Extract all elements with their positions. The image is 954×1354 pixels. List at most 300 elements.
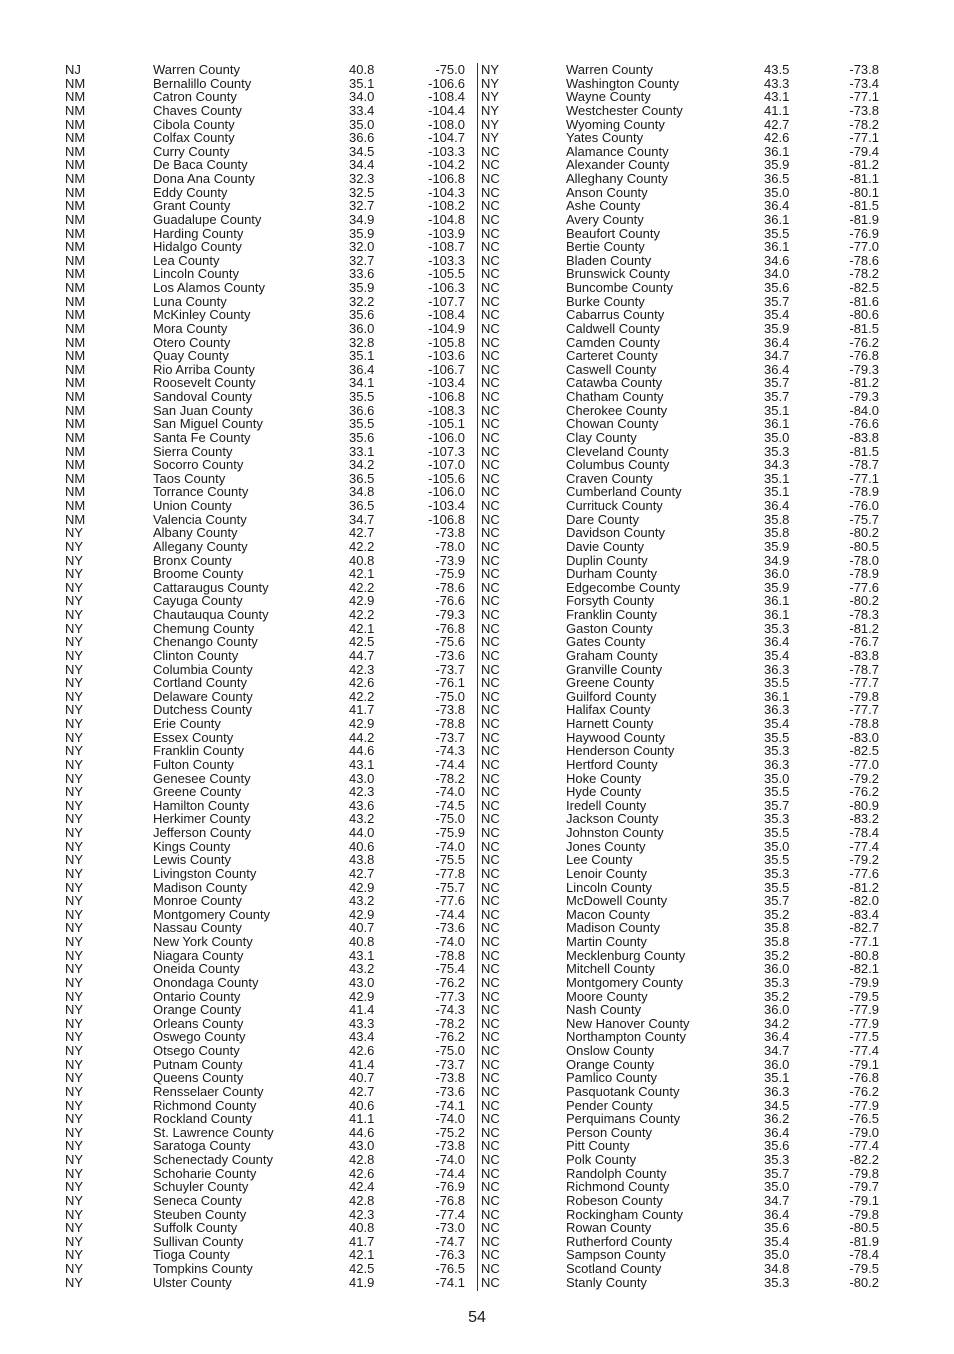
latitude-cell: 35.4 — [764, 647, 790, 663]
latitude-cell: 35.4 — [764, 307, 790, 323]
county-cell: Montgomery County — [566, 974, 684, 990]
state-cell: NY — [65, 934, 84, 949]
table-row — [65, 445, 475, 459]
longitude-cell: -77.6 — [435, 893, 465, 909]
state-cell: NC — [481, 389, 500, 404]
county-cell: Polk County — [566, 1152, 637, 1167]
county-cell: Person County — [566, 1124, 652, 1140]
state-cell: NC — [481, 825, 500, 840]
state-cell: NM — [65, 102, 86, 118]
longitude-cell: -104.9 — [428, 320, 465, 336]
longitude-cell: -83.0 — [849, 729, 879, 745]
latitude-cell: 35.1 — [764, 484, 790, 500]
longitude-cell: -78.9 — [849, 484, 879, 500]
longitude-cell: -105.5 — [428, 266, 465, 282]
county-cell: Carteret County — [566, 348, 658, 364]
table-row — [478, 581, 888, 595]
latitude-cell: 43.2 — [349, 811, 375, 827]
county-cell: Bertie County — [566, 239, 645, 255]
latitude-cell: 42.2 — [349, 688, 375, 704]
longitude-cell: -79.4 — [849, 143, 879, 159]
table-row — [478, 799, 888, 813]
latitude-cell: 40.8 — [349, 1220, 375, 1236]
county-cell: Hoke County — [566, 770, 642, 786]
latitude-cell: 35.5 — [764, 879, 790, 895]
state-cell: NC — [481, 1220, 500, 1236]
longitude-cell: -77.3 — [435, 988, 465, 1004]
latitude-cell: 43.4 — [349, 1029, 375, 1045]
latitude-cell: 35.5 — [764, 225, 790, 241]
county-cell: Greene County — [153, 784, 242, 800]
longitude-cell: -75.0 — [435, 1043, 465, 1058]
latitude-cell: 35.3 — [764, 443, 790, 459]
table-row — [65, 404, 475, 418]
county-cell: Pamlico County — [566, 1070, 658, 1086]
longitude-cell: -81.5 — [849, 443, 879, 459]
state-cell: NM — [65, 280, 86, 295]
table-row — [478, 1276, 888, 1290]
right-column — [477, 63, 888, 1291]
longitude-cell: -76.9 — [849, 225, 879, 241]
longitude-cell: -108.7 — [428, 239, 465, 255]
state-cell: NY — [481, 130, 500, 146]
longitude-cell: -81.2 — [849, 157, 879, 173]
county-cell: Mecklenburg County — [566, 947, 686, 963]
state-cell: NY — [481, 75, 500, 91]
table-row — [65, 554, 475, 568]
latitude-cell: 35.5 — [764, 784, 790, 800]
county-cell: Orleans County — [153, 1015, 244, 1031]
longitude-cell: -74.4 — [435, 756, 465, 772]
latitude-cell: 42.5 — [349, 634, 375, 650]
county-cell: Rensselaer County — [153, 1083, 264, 1099]
latitude-cell: 34.5 — [349, 143, 375, 159]
table-row — [65, 1112, 475, 1126]
longitude-cell: -79.0 — [849, 1124, 879, 1140]
county-cell: Onondaga County — [153, 974, 259, 990]
state-cell: NC — [481, 593, 500, 609]
county-cell: Otero County — [153, 334, 231, 350]
county-cell: Macon County — [566, 906, 650, 922]
latitude-cell: 36.0 — [764, 1002, 790, 1018]
state-cell: NC — [481, 470, 500, 486]
county-cell: Hamilton County — [153, 797, 250, 813]
longitude-cell: -81.5 — [849, 320, 879, 336]
state-cell: NY — [65, 920, 84, 936]
latitude-cell: 42.9 — [349, 988, 375, 1004]
latitude-cell: 35.1 — [764, 470, 790, 486]
state-cell: NC — [481, 198, 500, 214]
county-cell: Lincoln County — [153, 266, 239, 282]
longitude-cell: -77.4 — [849, 838, 879, 854]
longitude-cell: -74.0 — [435, 838, 465, 854]
county-cell: Nassau County — [153, 920, 242, 936]
county-cell: Bladen County — [566, 252, 652, 268]
state-cell: NY — [65, 552, 84, 568]
longitude-cell: -78.2 — [849, 266, 879, 282]
latitude-cell: 34.0 — [349, 89, 375, 105]
latitude-cell: 41.1 — [349, 1111, 375, 1127]
state-cell: NY — [65, 906, 84, 922]
longitude-cell: -77.0 — [849, 239, 879, 255]
longitude-cell: -77.5 — [849, 1029, 879, 1045]
longitude-cell: -75.0 — [435, 811, 465, 827]
longitude-cell: -73.7 — [435, 661, 465, 677]
state-cell: NC — [481, 484, 500, 500]
state-cell: NY — [65, 566, 84, 582]
county-cell: Madison County — [153, 879, 247, 895]
latitude-cell: 32.2 — [349, 293, 375, 309]
state-cell: NY — [65, 852, 84, 868]
table-row — [478, 404, 888, 418]
latitude-cell: 41.7 — [349, 702, 375, 718]
longitude-cell: -73.6 — [435, 920, 465, 936]
county-cell: Herkimer County — [153, 811, 251, 827]
latitude-cell: 33.6 — [349, 266, 375, 282]
longitude-cell: -75.0 — [435, 62, 465, 77]
longitude-cell: -82.5 — [849, 743, 879, 759]
state-cell: NM — [65, 75, 86, 91]
county-cell: Broome County — [153, 566, 244, 582]
table-row — [478, 172, 888, 186]
longitude-cell: -80.5 — [849, 538, 879, 554]
state-cell: NM — [65, 239, 86, 255]
county-cell: Oswego County — [153, 1029, 246, 1045]
table-row — [478, 472, 888, 486]
latitude-cell: 43.3 — [349, 1015, 375, 1031]
table-row — [478, 499, 888, 513]
county-cell: Dare County — [566, 511, 639, 527]
county-cell: Sampson County — [566, 1247, 666, 1263]
longitude-cell: -104.2 — [428, 157, 465, 173]
county-cell: Dona Ana County — [153, 171, 255, 186]
table-row — [478, 962, 888, 976]
longitude-cell: -76.9 — [435, 1179, 465, 1195]
state-cell: NY — [65, 620, 84, 636]
state-cell: NC — [481, 171, 500, 186]
latitude-cell: 44.2 — [349, 729, 375, 745]
latitude-cell: 40.8 — [349, 62, 375, 77]
table-row — [478, 649, 888, 663]
county-cell: Mora County — [153, 320, 228, 336]
table-row — [65, 1180, 475, 1194]
longitude-cell: -103.4 — [428, 375, 465, 391]
state-cell: NY — [65, 593, 84, 609]
latitude-cell: 42.2 — [349, 579, 375, 595]
latitude-cell: 36.1 — [764, 143, 790, 159]
longitude-cell: -80.2 — [849, 593, 879, 609]
table-row — [65, 840, 475, 854]
longitude-cell: -77.1 — [849, 89, 879, 105]
latitude-cell: 34.9 — [764, 552, 790, 568]
latitude-cell: 40.8 — [349, 552, 375, 568]
latitude-cell: 35.3 — [764, 974, 790, 990]
latitude-cell: 35.8 — [764, 525, 790, 541]
longitude-cell: -79.5 — [849, 1261, 879, 1276]
state-cell: NM — [65, 225, 86, 241]
county-cell: Cortland County — [153, 675, 247, 691]
county-cell: Northampton County — [566, 1029, 686, 1045]
table-row — [65, 172, 475, 186]
table-row — [65, 472, 475, 486]
county-cell: Oneida County — [153, 961, 240, 977]
longitude-cell: -76.0 — [849, 498, 879, 513]
table-row — [478, 186, 888, 200]
latitude-cell: 32.0 — [349, 239, 375, 255]
table-row — [478, 785, 888, 799]
state-cell: NC — [481, 675, 500, 691]
longitude-cell: -79.8 — [849, 1206, 879, 1222]
table-row — [478, 1058, 888, 1072]
latitude-cell: 32.7 — [349, 252, 375, 268]
longitude-cell: -108.4 — [428, 89, 465, 105]
county-cell: Hidalgo County — [153, 239, 242, 255]
longitude-cell: -81.2 — [849, 879, 879, 895]
longitude-cell: -106.8 — [428, 389, 465, 404]
table-row — [65, 894, 475, 908]
table-row — [478, 703, 888, 717]
longitude-cell: -78.0 — [435, 538, 465, 554]
longitude-cell: -106.8 — [428, 511, 465, 527]
latitude-cell: 35.7 — [764, 375, 790, 391]
latitude-cell: 34.7 — [764, 348, 790, 364]
state-cell: NC — [481, 702, 500, 718]
county-cell: Franklin County — [153, 743, 245, 759]
state-cell: NY — [481, 116, 500, 132]
longitude-cell: -81.9 — [849, 1233, 879, 1249]
latitude-cell: 40.6 — [349, 838, 375, 854]
latitude-cell: 42.8 — [349, 1152, 375, 1167]
latitude-cell: 42.2 — [349, 607, 375, 622]
latitude-cell: 34.0 — [764, 266, 790, 282]
longitude-cell: -80.8 — [849, 947, 879, 963]
county-cell: Haywood County — [566, 729, 665, 745]
longitude-cell: -77.9 — [849, 1097, 879, 1113]
county-cell: Pasquotank County — [566, 1083, 680, 1099]
table-row — [478, 676, 888, 690]
latitude-cell: 35.5 — [764, 852, 790, 868]
county-cell: Iredell County — [566, 797, 647, 813]
state-cell: NY — [65, 756, 84, 772]
state-cell: NC — [481, 1247, 500, 1263]
table-row — [65, 1003, 475, 1017]
longitude-cell: -79.1 — [849, 1056, 879, 1072]
table-row — [478, 1017, 888, 1031]
state-cell: NC — [481, 634, 500, 650]
county-cell: Johnston County — [566, 825, 664, 840]
state-cell: NC — [481, 661, 500, 677]
county-cell: Chenango County — [153, 634, 258, 650]
table-row — [65, 881, 475, 895]
latitude-cell: 35.5 — [764, 825, 790, 840]
longitude-cell: -83.8 — [849, 429, 879, 445]
table-row — [65, 826, 475, 840]
county-cell: San Juan County — [153, 402, 253, 418]
longitude-cell: -107.7 — [428, 293, 465, 309]
latitude-cell: 35.3 — [764, 620, 790, 636]
longitude-cell: -80.2 — [849, 525, 879, 541]
table-row — [478, 894, 888, 908]
state-cell: NC — [481, 688, 500, 704]
county-cell: Columbus County — [566, 457, 670, 473]
latitude-cell: 42.3 — [349, 1206, 375, 1222]
longitude-cell: -73.7 — [435, 1056, 465, 1072]
state-cell: NM — [65, 429, 86, 445]
table-row — [478, 376, 888, 390]
latitude-cell: 34.8 — [764, 1261, 790, 1276]
table-row — [478, 772, 888, 786]
table-row — [65, 540, 475, 554]
latitude-cell: 43.0 — [349, 974, 375, 990]
state-cell: NM — [65, 457, 86, 473]
county-cell: Dutchess County — [153, 702, 252, 718]
latitude-cell: 35.0 — [764, 184, 790, 200]
table-row — [65, 1017, 475, 1031]
longitude-cell: -79.3 — [849, 389, 879, 404]
latitude-cell: 32.3 — [349, 171, 375, 186]
longitude-cell: -73.8 — [435, 525, 465, 541]
county-cell: Moore County — [566, 988, 648, 1004]
latitude-cell: 42.9 — [349, 716, 375, 731]
longitude-cell: -78.4 — [849, 1247, 879, 1263]
state-cell: NC — [481, 770, 500, 786]
table-row — [478, 308, 888, 322]
latitude-cell: 44.7 — [349, 647, 375, 663]
table-row — [65, 1044, 475, 1058]
table-row — [65, 376, 475, 390]
state-cell: NM — [65, 293, 86, 309]
latitude-cell: 36.4 — [764, 198, 790, 214]
latitude-cell: 34.5 — [764, 1097, 790, 1113]
table-row — [65, 908, 475, 922]
latitude-cell: 42.6 — [349, 1165, 375, 1181]
table-row — [65, 990, 475, 1004]
latitude-cell: 35.1 — [349, 348, 375, 364]
longitude-cell: -76.6 — [435, 593, 465, 609]
county-cell: Bernalillo County — [153, 75, 252, 91]
latitude-cell: 40.7 — [349, 920, 375, 936]
county-cell: Essex County — [153, 729, 234, 745]
county-cell: Erie County — [153, 716, 221, 731]
longitude-cell: -104.4 — [428, 102, 465, 118]
county-cell: Buncombe County — [566, 280, 673, 295]
table-row — [65, 295, 475, 309]
county-cell: Rio Arriba County — [153, 361, 255, 377]
state-cell: NC — [481, 906, 500, 922]
state-cell: NY — [65, 1124, 84, 1140]
state-cell: NC — [481, 443, 500, 459]
latitude-cell: 33.1 — [349, 443, 375, 459]
latitude-cell: 34.2 — [349, 457, 375, 473]
state-cell: NY — [65, 893, 84, 909]
state-cell: NM — [65, 511, 86, 527]
latitude-cell: 36.1 — [764, 416, 790, 432]
latitude-cell: 35.9 — [349, 280, 375, 295]
state-cell: NY — [65, 974, 84, 990]
longitude-cell: -79.3 — [435, 607, 465, 622]
longitude-cell: -76.2 — [435, 1029, 465, 1045]
county-cell: Socorro County — [153, 457, 244, 473]
latitude-cell: 36.4 — [349, 361, 375, 377]
latitude-cell: 43.1 — [764, 89, 790, 105]
table-row — [478, 744, 888, 758]
latitude-cell: 35.5 — [764, 729, 790, 745]
county-cell: Robeson County — [566, 1192, 663, 1208]
state-cell: NY — [65, 1111, 84, 1127]
state-cell: NY — [65, 1152, 84, 1167]
longitude-cell: -78.6 — [849, 252, 879, 268]
table-row — [65, 63, 475, 77]
table-row — [478, 867, 888, 881]
county-cell: McKinley County — [153, 307, 251, 323]
table-row — [65, 254, 475, 268]
county-cell: Pender County — [566, 1097, 653, 1113]
state-cell: NC — [481, 1152, 500, 1167]
state-cell: NY — [65, 1070, 84, 1086]
county-cell: Lee County — [566, 852, 633, 868]
latitude-cell: 35.0 — [349, 116, 375, 132]
longitude-cell: -78.8 — [435, 716, 465, 731]
latitude-cell: 35.0 — [764, 770, 790, 786]
longitude-cell: -76.2 — [849, 334, 879, 350]
longitude-cell: -73.8 — [849, 62, 879, 77]
latitude-cell: 34.2 — [764, 1015, 790, 1031]
latitude-cell: 43.8 — [349, 852, 375, 868]
longitude-cell: -73.8 — [435, 1138, 465, 1154]
table-row — [65, 186, 475, 200]
table-row — [478, 840, 888, 854]
table-row — [65, 431, 475, 445]
state-cell: NY — [65, 1015, 84, 1031]
table-row — [478, 949, 888, 963]
county-cell: Wyoming County — [566, 116, 665, 132]
county-cell: Chowan County — [566, 416, 659, 432]
longitude-cell: -75.4 — [435, 961, 465, 977]
latitude-cell: 36.6 — [349, 402, 375, 418]
county-cell: Torrance County — [153, 484, 249, 500]
table-row — [478, 540, 888, 554]
longitude-cell: -82.7 — [849, 920, 879, 936]
latitude-cell: 42.9 — [349, 593, 375, 609]
table-row — [478, 1085, 888, 1099]
state-cell: NM — [65, 307, 86, 323]
state-cell: NY — [65, 1165, 84, 1181]
latitude-cell: 34.4 — [349, 157, 375, 173]
state-cell: NC — [481, 852, 500, 868]
county-cell: Lea County — [153, 252, 220, 268]
latitude-cell: 35.5 — [764, 675, 790, 691]
county-cell: Sandoval County — [153, 389, 253, 404]
state-cell: NC — [481, 838, 500, 854]
state-cell: NY — [65, 1043, 84, 1058]
state-cell: NY — [481, 89, 500, 105]
longitude-cell: -107.3 — [428, 443, 465, 459]
state-cell: NY — [65, 1056, 84, 1072]
state-cell: NM — [65, 320, 86, 336]
state-cell: NY — [65, 1206, 84, 1222]
table-row — [478, 1112, 888, 1126]
longitude-cell: -77.6 — [849, 865, 879, 881]
table-row — [65, 1194, 475, 1208]
county-cell: Yates County — [566, 130, 644, 146]
table-row — [65, 1153, 475, 1167]
county-cell: Tioga County — [153, 1247, 230, 1263]
longitude-cell: -81.6 — [849, 293, 879, 309]
county-cell: McDowell County — [566, 893, 668, 909]
state-cell: NM — [65, 334, 86, 350]
latitude-cell: 36.5 — [764, 171, 790, 186]
state-cell: NY — [65, 661, 84, 677]
